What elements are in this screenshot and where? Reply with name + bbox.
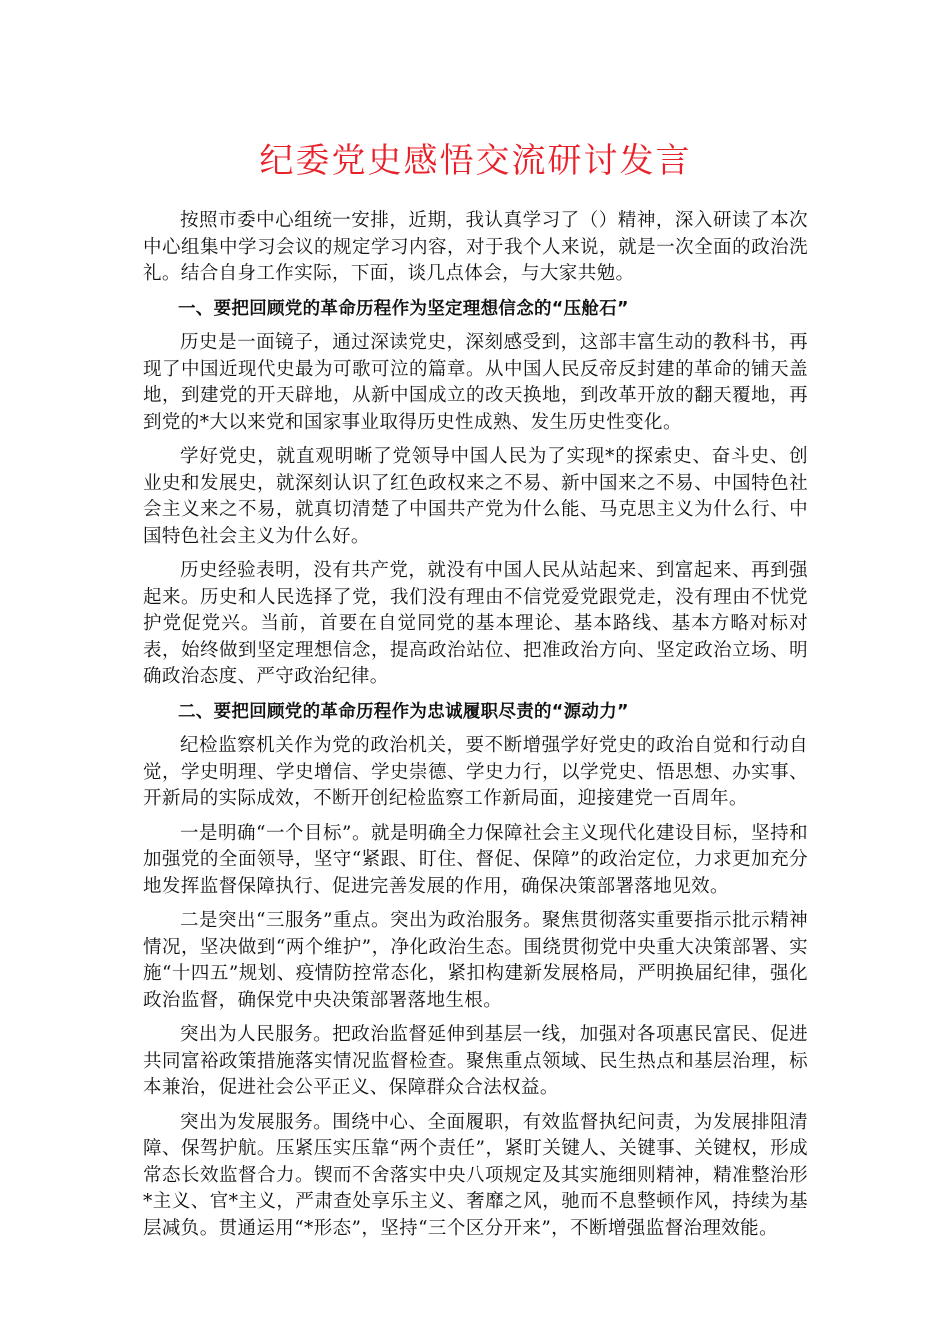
document-body: [143, 138, 808, 1250]
body-paragraph: 纪检监察机关作为党的政治机关，要不断增强学好党史的政治自觉和行动自觉，学史明理、学史增信、学史崇德、学史力行，以学党史、悟思想、办实事、开新局的实际成效，不断开创纪检监察工作新局面，迎接建党一百周年。: [143, 735, 808, 809]
body-paragraph: 一是明确“一个目标”。就是明确全力保障社会主义现代化建设目标，坚持和加强党的全面领导，坚守“紧跟、盯住、督促、保障”的政治定位，力求更加充分地发挥监督保障执行、促进完善发展的作用，确保决策部署落地见效。: [143, 822, 808, 897]
body-paragraph: 突出为人民服务。把政治监督延伸到基层一线，加强对各项惠民富民、促进共同富裕政策措施落实情况监督检查。聚焦重点领域、民生热点和基层治理，标本兼治，促进社会公平正义、保障群众合法权益。: [143, 1024, 808, 1098]
body-paragraph: 历史是一面镜子，通过深读党史，深刻感受到，这部丰富生动的教科书，再现了中国近现代史最为可歌可泣的篇章。从中国人民反帝反封建的革命的铺天盖地，到建党的开天辟地，从新中国成立的改天换地，到改革开放的翻天覆地，再到党的*大以来党和国家事业取得历史性成熟、发生历史性变化。: [143, 332, 808, 433]
section-heading-1: 一、要把回顾党的革命历程作为坚定理想信念的“压舱石”: [178, 298, 629, 319]
body-paragraph: 突出为发展服务。围绕中心、全面履职，有效监督执纪问责，为发展排阻清障、保驾护航。压紧压实压靠“两个责任”，紧盯关键人、关键事、关键权，形成常态长效监督合力。锲而不舍落实中央八项规定及其实施细则精神，精准整治形*主义、官*主义，严肃查处享乐主义、奢靡之风，驰而不息整顿作风，持续为基层减负。贯通运用“*形态”，坚持“三个区分开来”，不断增强监督治理效能。: [143, 1111, 808, 1239]
document-title: 纪委党史感悟交流研讨发言: [259, 141, 692, 181]
body-paragraph: 二是突出“三服务”重点。突出为政治服务。聚焦贯彻落实重要指示批示精神情况，坚决做到“两个维护”，净化政治生态。围绕贯彻党中央重大决策部署、实施“十四五”规划、疫情防控常态化，紧扣构建新发展格局，严明换届纪律，强化政治监督，确保党中央决策部署落地生根。: [143, 910, 808, 1011]
body-paragraph: 历史经验表明，没有共产党，就没有中国人民从站起来、到富起来、再到强起来。历史和人民选择了党，我们没有理由不信党爱党跟党走，没有理由不忧党护党促党兴。当前，首要在自觉同党的基本理论、基本路线、基本方略对标对表，始终做到坚定理想信念，提高政治站位、把准政治方向、坚定政治立场、明确政治态度、严守政治纪律。: [143, 560, 808, 687]
section-heading-2: 二、要把回顾党的革命历程作为忠诚履职尽责的“源动力”: [178, 701, 629, 722]
intro-paragraph: 按照市委中心组统一安排，近期，我认真学习了（）精神，深入研读了本次中心组集中学习会议的规定学习内容，对于我个人来说，就是一次全面的政治洗礼。结合自身工作实际，下面，谈几点体会，与大家共勉。: [143, 210, 808, 284]
body-paragraph: 学好党史，就直观明晰了党领导中国人民为了实现*的探索史、奋斗史、创业史和发展史，就深刻认识了红色政权来之不易、新中国来之不易、中国特色社会主义来之不易，就真切清楚了中国共产党为什么能、马克思主义为什么行、中国特色社会主义为什么好。: [143, 446, 808, 547]
